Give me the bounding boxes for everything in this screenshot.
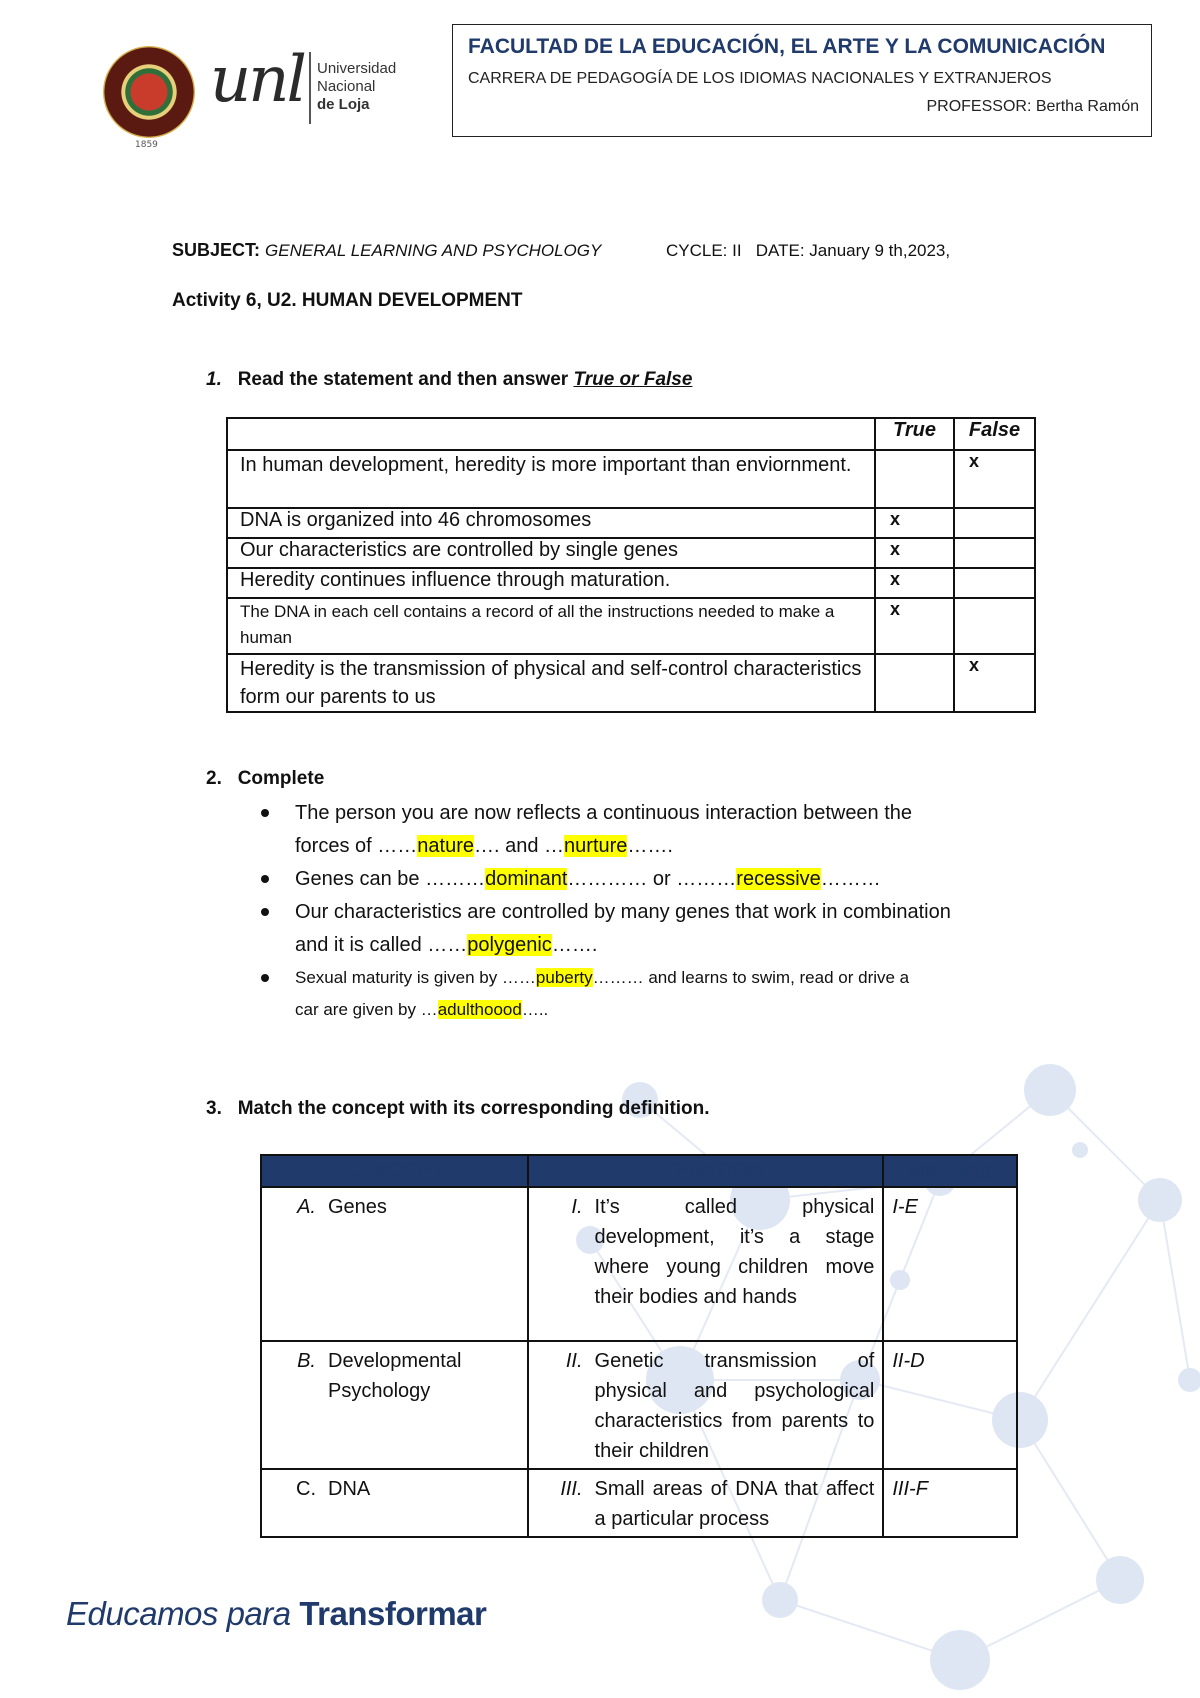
text-span: Genes can be ……… <box>295 868 486 890</box>
complete-list <box>295 797 951 1026</box>
list-item <box>295 962 951 1026</box>
tf-header-true: True <box>875 418 954 450</box>
tf-false-cell <box>954 598 1035 654</box>
tf-header-statement <box>227 418 875 450</box>
definition-index: II. <box>565 1350 583 1372</box>
tf-true-cell <box>875 654 954 712</box>
definition-cell <box>528 1187 884 1341</box>
university-name-line2: Nacional <box>317 78 376 95</box>
subject-line <box>172 240 601 261</box>
table-row <box>261 1187 1017 1341</box>
tf-header-false: False <box>954 418 1035 450</box>
list-item <box>295 863 951 896</box>
tf-true-cell: x <box>875 598 954 654</box>
tf-false-cell <box>954 508 1035 538</box>
definition-text: Small areas of DNA that affect a particular process <box>594 1478 875 1530</box>
tf-header-row <box>227 418 1035 450</box>
section1-number: 1. <box>206 369 222 390</box>
professor-name: PROFESSOR: Bertha Ramón <box>926 98 1139 115</box>
text-span: ……. <box>627 835 673 857</box>
subject-value: GENERAL LEARNING AND PSYCHOLOGY <box>265 241 602 260</box>
section3-heading <box>206 1098 710 1120</box>
answer-dominant: dominant <box>485 868 568 890</box>
answer-recessive: recessive <box>736 868 821 890</box>
tf-false-cell: x <box>954 450 1035 508</box>
seal-year: 1859 <box>135 140 158 150</box>
university-name-line1: Universidad <box>317 60 397 77</box>
table-row <box>261 1469 1017 1537</box>
matching-cell: III-F <box>883 1469 1017 1537</box>
match-header-matching: Matching <box>883 1155 1017 1187</box>
answer-polygenic: polygenic <box>467 934 552 956</box>
tf-statement: The DNA in each cell contains a record of all the instructions needed to make a human <box>227 598 875 654</box>
definition-index: I. <box>571 1196 583 1218</box>
section1-emphasis: True or False <box>573 369 693 390</box>
complete-item1-line2 <box>295 830 951 863</box>
header-box <box>452 24 1152 137</box>
concept-cell <box>261 1341 528 1469</box>
date: DATE: January 9 th,2023, <box>755 241 951 260</box>
section3-number: 3. <box>206 1098 222 1119</box>
table-row <box>227 598 1035 654</box>
text-span: ….. <box>521 1000 549 1019</box>
text-span: car are given by … <box>295 1000 438 1019</box>
tf-true-cell: x <box>875 538 954 568</box>
section2-heading <box>206 768 324 790</box>
tf-statement: Heredity continues influence through maturation. <box>227 568 875 598</box>
table-row <box>227 654 1035 712</box>
match-header-row <box>261 1155 1017 1187</box>
definition-cell <box>528 1341 884 1469</box>
complete-item3-line2 <box>295 929 951 962</box>
concept-index: C. <box>296 1478 316 1500</box>
concept-cell <box>261 1187 528 1341</box>
table-row <box>261 1341 1017 1469</box>
matching-cell: I-E <box>883 1187 1017 1341</box>
section1-text: Read the statement and then answer <box>237 369 574 390</box>
complete-item4-line2 <box>295 994 951 1026</box>
tf-false-cell <box>954 568 1035 598</box>
cycle: CYCLE: II <box>666 241 742 260</box>
cycle-date-line <box>666 241 950 261</box>
text-span: ……… <box>820 868 881 890</box>
tf-false-cell: x <box>954 654 1035 712</box>
tf-true-cell <box>875 450 954 508</box>
complete-item2-line <box>295 863 951 896</box>
text-span: forces of …… <box>295 835 418 857</box>
concept-text: Developmental Psychology <box>328 1350 462 1402</box>
matching-table <box>260 1154 1018 1538</box>
activity-title: Activity 6, U2. HUMAN DEVELOPMENT <box>172 290 523 311</box>
answer-puberty: puberty <box>535 968 593 987</box>
tf-statement: Our characteristics are controlled by single genes <box>227 538 875 568</box>
concept-text: DNA <box>328 1478 371 1500</box>
text-span: ……… and learns to swim, read or drive a <box>592 968 910 987</box>
concept-cell <box>261 1469 528 1537</box>
text-span: and it is called …… <box>295 934 468 956</box>
text-span: Sexual maturity is given by …… <box>295 968 536 987</box>
concept-index: A. <box>297 1196 316 1218</box>
tf-statement: In human development, heredity is more important than enviornment. <box>227 450 875 508</box>
footer-italic: Educamos para <box>66 1595 300 1632</box>
table-row <box>227 538 1035 568</box>
list-item <box>295 797 951 863</box>
text-span: ……. <box>551 934 598 956</box>
subject-label: SUBJECT: <box>172 240 261 260</box>
section3-title: Match the concept with its corresponding definition. <box>237 1098 710 1119</box>
university-name <box>317 60 396 114</box>
faculty-title: FACULTAD DE LA EDUCACIÓN, EL ARTE Y LA COMUNICACIÓN <box>468 35 1106 58</box>
concept-index: B. <box>297 1350 316 1372</box>
unl-wordmark: unl <box>210 43 304 117</box>
answer-adulthood: adulthoood <box>437 1000 522 1019</box>
university-name-line3: de Loja <box>317 96 370 113</box>
table-row <box>227 508 1035 538</box>
footer-bold: Transformar <box>299 1595 487 1632</box>
match-header-definition: DEFINITION <box>528 1155 884 1187</box>
definition-cell <box>528 1469 884 1537</box>
list-item <box>295 896 951 962</box>
definition-text: Genetic transmission of physical and psychological characteristics from parents to their children <box>594 1350 875 1462</box>
complete-item1-line1: The person you are now reflects a continuous interaction between the <box>295 802 913 824</box>
section2-number: 2. <box>206 768 222 789</box>
career-title: CARRERA DE PEDAGOGÍA DE LOS IDIOMAS NACIONALES Y EXTRANJEROS <box>468 70 1052 87</box>
tf-statement: Heredity is the transmission of physical and self-control characteristics form our parents to us <box>227 654 875 712</box>
complete-item3-line1: Our characteristics are controlled by many genes that work in combination <box>295 901 951 923</box>
tf-true-cell: x <box>875 568 954 598</box>
text-span: …. and … <box>473 835 565 857</box>
match-header-concept: CONCEPT <box>261 1155 528 1187</box>
answer-nurture: nurture <box>564 835 628 857</box>
complete-item4-line1 <box>295 962 951 994</box>
logo-separator <box>309 52 311 124</box>
definition-text: It’s called physical development, it’s a stage where young children move their bodies and hands <box>594 1196 875 1308</box>
true-false-table <box>226 417 1036 713</box>
answer-nature: nature <box>417 835 474 857</box>
text-span: ………… or ……… <box>567 868 737 890</box>
university-logo <box>95 40 425 150</box>
tf-false-cell <box>954 538 1035 568</box>
tf-statement: DNA is organized into 46 chromosomes <box>227 508 875 538</box>
tf-true-cell: x <box>875 508 954 538</box>
definition-index: III. <box>560 1478 583 1500</box>
section2-title: Complete <box>237 768 325 789</box>
matching-cell: II-D <box>883 1341 1017 1469</box>
concept-text: Genes <box>328 1196 387 1218</box>
table-row <box>227 568 1035 598</box>
university-seal-icon <box>103 46 195 138</box>
table-row <box>227 450 1035 508</box>
section1-heading <box>206 369 692 391</box>
footer-slogan <box>66 1595 486 1633</box>
